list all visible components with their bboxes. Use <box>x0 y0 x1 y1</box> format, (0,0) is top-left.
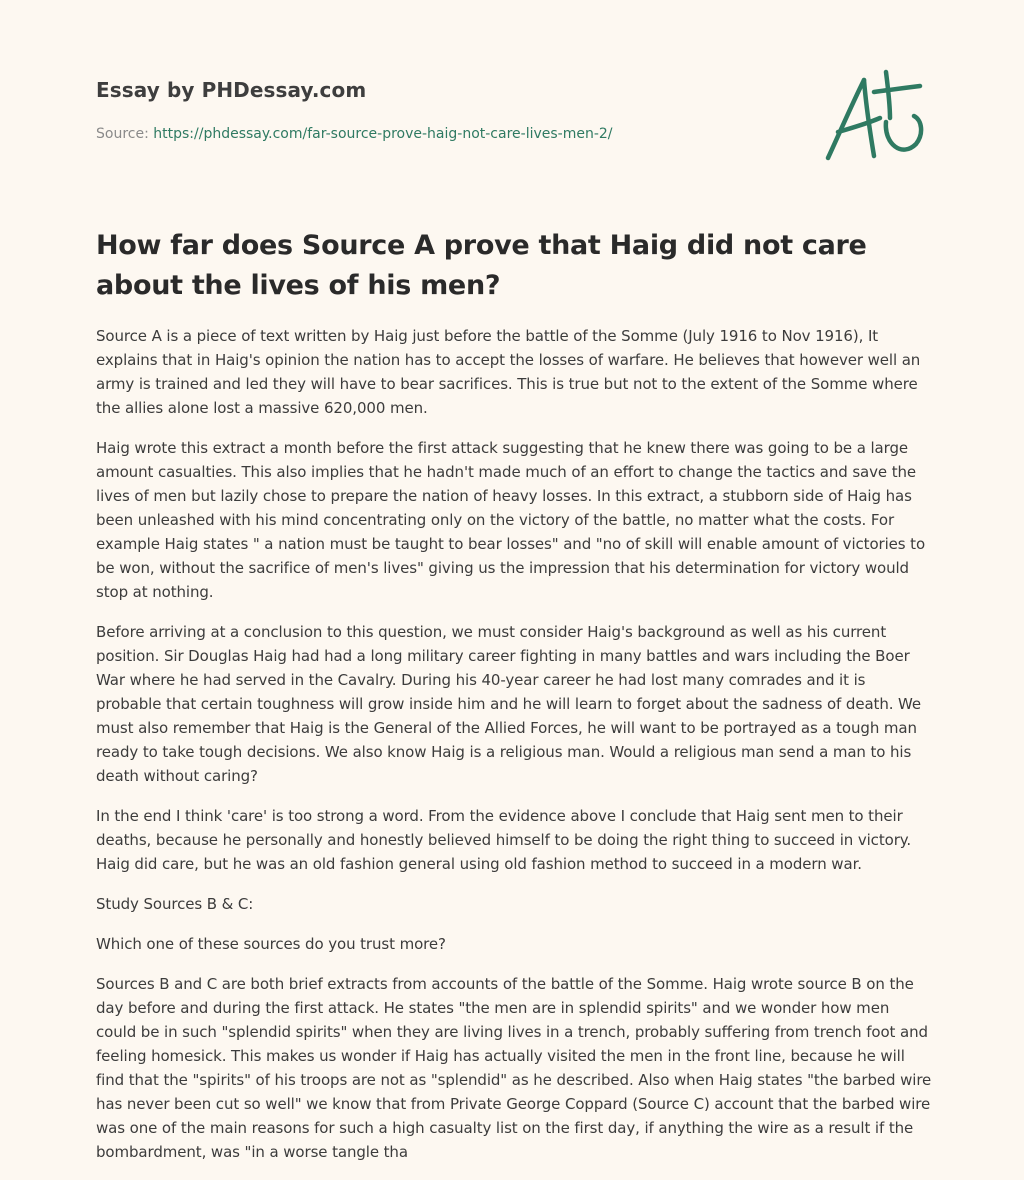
site-brand[interactable]: Essay by PHDessay.com <box>96 78 367 102</box>
a-plus-logo-icon <box>818 66 930 166</box>
source-line <box>96 124 796 144</box>
essay-body <box>96 324 934 1180</box>
source-label: Source: <box>96 126 149 142</box>
essay-paragraph: Study Sources B & C: <box>96 895 254 913</box>
essay-paragraph: Which one of these sources do you trust more? <box>96 935 446 953</box>
page-header <box>96 76 796 144</box>
source-link[interactable]: https://phdessay.com/far-source-prove-haig-not-care-lives-men-2/ <box>153 126 613 142</box>
essay-title: How far does Source A prove that Haig did not care about the lives of his men? <box>96 230 867 301</box>
essay-paragraph: Sources B and C are both brief extracts from accounts of the battle of the Somme. Haig wrote source B on the day before and during the first attack. He states "the men are in splendid spirits" and we wonder how men could be in such "splendid spirits" when they are living lives in a trench, probably suffering from trench foot and feeling homesick. This makes us wonder if Haig has actually visited the men in the front line, because he will find that the "spirits" of his troops are not as "splendid" as he described. Also when Haig states "the barbed wire has never been cut so well" we know that from Private George Coppard (Source C) account that the barbed wire was one of the main reasons for such a high casualty list on the first day, if anything the wire as a result if the bombardment, was "in a worse tangle tha <box>96 975 932 1161</box>
essay-paragraph: Before arriving at a conclusion to this question, we must consider Haig's background as well as his current position. Sir Douglas Haig had had a long military career fighting in many battles and wars including the Boer War where he had served in the Cavalry. During his 40-year career he had lost many comrades and it is probable that certain toughness will grow inside him and he will learn to forget about the sadness of death. We must also remember that Haig is the General of the Allied Forces, he will want to be portrayed as a tough man ready to take tough decisions. We also know Haig is a religious man. Would a religious man send a man to his death without caring? <box>96 623 922 785</box>
essay-paragraph: In the end I think 'care' is too strong a word. From the evidence above I conclude that Haig sent men to their deaths, because he personally and honestly believed himself to be doing the right thing to succeed in victory. Haig did care, but he was an old fashion general using old fashion method to succeed in a modern war. <box>96 807 912 873</box>
essay-paragraph: Haig wrote this extract a month before the first attack suggesting that he knew there was going to be a large amount casualties. This also implies that he hadn't made much of an effort to change the tactics and save the lives of men but lazily chose to prepare the nation of heavy losses. In this extract, a stubborn side of Haig has been unleashed with his mind concentrating only on the victory of the battle, no matter what the costs. For example Haig states " a nation must be taught to bear losses" and "no of skill will enable amount of victories to be won, without the sacrifice of men's lives" giving us the impression that his determination for victory would stop at nothing. <box>96 439 926 601</box>
essay-paragraph: Source A is a piece of text written by Haig just before the battle of the Somme (July 1916 to Nov 1916), It explains that in Haig's opinion the nation has to accept the losses of warfare. He believes that however well an army is trained and led they will have to bear sacrifices. This is true but not to the extent of the Somme where the allies alone lost a massive 620,000 men. <box>96 327 921 417</box>
